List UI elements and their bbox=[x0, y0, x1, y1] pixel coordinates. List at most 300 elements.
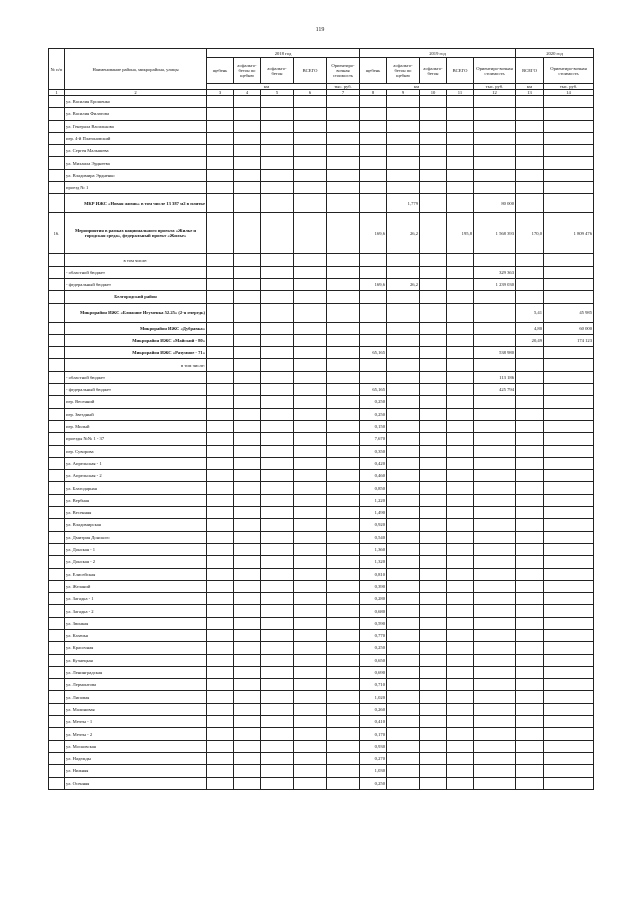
row-cell bbox=[207, 593, 234, 605]
row-cell bbox=[294, 728, 327, 740]
row-cell bbox=[544, 531, 594, 543]
row-cell bbox=[447, 765, 474, 777]
table-row bbox=[49, 213, 594, 254]
row-cell bbox=[516, 617, 544, 629]
row-cell bbox=[207, 642, 234, 654]
row-cell: 1,490 bbox=[360, 507, 387, 519]
row-cell bbox=[387, 507, 420, 519]
row-cell bbox=[261, 617, 294, 629]
column-number: 14 bbox=[544, 90, 594, 96]
row-cell bbox=[474, 420, 516, 432]
row-number bbox=[49, 132, 65, 144]
row-cell bbox=[327, 617, 360, 629]
header-2019-unit-rub: тыс. руб. bbox=[474, 84, 516, 90]
table-row bbox=[49, 433, 594, 445]
row-number bbox=[49, 359, 65, 371]
row-cell bbox=[474, 470, 516, 482]
row-cell bbox=[474, 568, 516, 580]
row-cell bbox=[207, 347, 234, 359]
row-cell bbox=[234, 334, 261, 346]
row-cell bbox=[544, 145, 594, 157]
row-cell: 0,170 bbox=[360, 728, 387, 740]
row-cell bbox=[447, 145, 474, 157]
row-number bbox=[49, 445, 65, 457]
row-cell bbox=[261, 543, 294, 555]
row-cell bbox=[234, 384, 261, 396]
row-cell bbox=[544, 740, 594, 752]
row-cell bbox=[234, 169, 261, 181]
row-name: ул. Дмитрия Донского bbox=[65, 531, 207, 543]
row-cell: 0,920 bbox=[360, 519, 387, 531]
header-2020-unit-rub: тыс. руб. bbox=[544, 84, 594, 90]
row-cell bbox=[420, 145, 447, 157]
row-cell bbox=[420, 654, 447, 666]
row-cell bbox=[420, 213, 447, 254]
row-cell: 1,320 bbox=[360, 556, 387, 568]
row-cell bbox=[234, 322, 261, 334]
row-name: ул. Малиновая bbox=[65, 703, 207, 715]
row-cell bbox=[207, 96, 234, 108]
row-cell bbox=[474, 303, 516, 322]
row-cell bbox=[234, 556, 261, 568]
table-row bbox=[49, 593, 594, 605]
row-cell bbox=[261, 445, 294, 457]
row-name: ул. Осенняя bbox=[65, 777, 207, 789]
row-cell bbox=[261, 359, 294, 371]
row-cell: 7,670 bbox=[360, 433, 387, 445]
row-cell bbox=[387, 470, 420, 482]
row-cell bbox=[261, 182, 294, 194]
row-cell bbox=[360, 266, 387, 278]
row-name: ул. Красочная bbox=[65, 642, 207, 654]
row-cell bbox=[327, 740, 360, 752]
row-cell bbox=[207, 145, 234, 157]
row-cell bbox=[420, 266, 447, 278]
row-cell bbox=[234, 254, 261, 266]
row-cell bbox=[294, 278, 327, 290]
row-cell bbox=[516, 703, 544, 715]
row-cell bbox=[420, 716, 447, 728]
row-cell bbox=[447, 291, 474, 303]
row-cell bbox=[387, 303, 420, 322]
row-cell bbox=[420, 169, 447, 181]
table-row bbox=[49, 679, 594, 691]
row-cell bbox=[516, 384, 544, 396]
row-cell bbox=[261, 322, 294, 334]
row-number bbox=[49, 408, 65, 420]
row-cell bbox=[234, 303, 261, 322]
row-cell bbox=[207, 716, 234, 728]
row-cell bbox=[294, 470, 327, 482]
row-number bbox=[49, 752, 65, 764]
row-number bbox=[49, 384, 65, 396]
row-cell bbox=[447, 182, 474, 194]
row-name: в том числе: bbox=[65, 254, 207, 266]
row-cell bbox=[420, 531, 447, 543]
row-cell bbox=[474, 556, 516, 568]
row-cell bbox=[327, 278, 360, 290]
row-cell bbox=[447, 194, 474, 213]
table-row bbox=[49, 371, 594, 383]
row-cell bbox=[420, 568, 447, 580]
row-number bbox=[49, 728, 65, 740]
row-cell bbox=[360, 359, 387, 371]
row-cell bbox=[544, 568, 594, 580]
row-cell bbox=[474, 728, 516, 740]
row-cell bbox=[447, 371, 474, 383]
row-cell bbox=[474, 642, 516, 654]
row-cell bbox=[447, 482, 474, 494]
row-cell bbox=[207, 371, 234, 383]
row-name: ул. Владимирская bbox=[65, 519, 207, 531]
row-cell: 80 000 bbox=[474, 194, 516, 213]
row-cell bbox=[294, 408, 327, 420]
row-cell bbox=[360, 120, 387, 132]
row-cell: 113 186 bbox=[474, 371, 516, 383]
row-cell bbox=[261, 396, 294, 408]
row-cell bbox=[516, 408, 544, 420]
table-row bbox=[49, 303, 594, 322]
row-cell bbox=[327, 716, 360, 728]
row-name: проезд № 1 bbox=[65, 182, 207, 194]
row-cell bbox=[420, 593, 447, 605]
row-cell bbox=[387, 457, 420, 469]
row-cell bbox=[261, 716, 294, 728]
row-cell bbox=[207, 777, 234, 789]
row-cell bbox=[327, 642, 360, 654]
header-2018-unit-rub: тыс. руб. bbox=[327, 84, 360, 90]
row-cell bbox=[474, 666, 516, 678]
row-cell bbox=[474, 334, 516, 346]
row-cell bbox=[474, 519, 516, 531]
row-cell bbox=[420, 254, 447, 266]
row-cell bbox=[516, 108, 544, 120]
row-cell bbox=[516, 777, 544, 789]
row-cell bbox=[234, 445, 261, 457]
row-cell bbox=[516, 556, 544, 568]
row-cell bbox=[294, 132, 327, 144]
row-cell bbox=[207, 194, 234, 213]
row-cell bbox=[261, 691, 294, 703]
row-cell bbox=[544, 777, 594, 789]
row-cell bbox=[261, 605, 294, 617]
table-row bbox=[49, 145, 594, 157]
row-cell: 0,540 bbox=[360, 531, 387, 543]
row-cell: 174 123 bbox=[544, 334, 594, 346]
table-row bbox=[49, 482, 594, 494]
row-cell bbox=[207, 322, 234, 334]
table-row bbox=[49, 519, 594, 531]
row-cell bbox=[474, 433, 516, 445]
row-cell bbox=[447, 254, 474, 266]
row-cell bbox=[544, 556, 594, 568]
row-number bbox=[49, 266, 65, 278]
row-cell bbox=[327, 679, 360, 691]
row-cell bbox=[294, 457, 327, 469]
row-cell bbox=[387, 182, 420, 194]
row-cell bbox=[474, 716, 516, 728]
row-cell bbox=[544, 642, 594, 654]
row-cell bbox=[234, 654, 261, 666]
row-cell bbox=[516, 531, 544, 543]
row-cell bbox=[234, 728, 261, 740]
row-cell bbox=[294, 371, 327, 383]
row-cell bbox=[294, 580, 327, 592]
row-cell bbox=[327, 482, 360, 494]
row-cell bbox=[294, 543, 327, 555]
row-cell bbox=[261, 433, 294, 445]
row-number: 16. bbox=[49, 213, 65, 254]
row-name: ул. Казачья bbox=[65, 629, 207, 641]
table-row bbox=[49, 457, 594, 469]
row-cell: 0,810 bbox=[360, 568, 387, 580]
row-cell bbox=[420, 752, 447, 764]
row-cell bbox=[544, 96, 594, 108]
row-cell: 4,80 bbox=[516, 322, 544, 334]
row-cell bbox=[234, 132, 261, 144]
row-cell bbox=[294, 507, 327, 519]
row-cell bbox=[234, 482, 261, 494]
row-cell bbox=[207, 291, 234, 303]
row-cell: 1,360 bbox=[360, 543, 387, 555]
row-cell bbox=[327, 145, 360, 157]
row-cell bbox=[327, 691, 360, 703]
row-cell: 0,250 bbox=[360, 777, 387, 789]
table-row bbox=[49, 654, 594, 666]
row-cell bbox=[387, 519, 420, 531]
row-cell bbox=[544, 703, 594, 715]
row-cell bbox=[234, 531, 261, 543]
row-cell bbox=[447, 132, 474, 144]
row-number bbox=[49, 194, 65, 213]
row-cell bbox=[261, 752, 294, 764]
row-cell bbox=[327, 213, 360, 254]
row-cell bbox=[474, 408, 516, 420]
row-cell bbox=[234, 145, 261, 157]
row-cell bbox=[207, 254, 234, 266]
row-number bbox=[49, 457, 65, 469]
row-cell bbox=[261, 132, 294, 144]
column-number: 13 bbox=[516, 90, 544, 96]
row-cell bbox=[360, 108, 387, 120]
row-cell bbox=[447, 120, 474, 132]
row-cell bbox=[234, 617, 261, 629]
row-cell bbox=[474, 703, 516, 715]
row-cell bbox=[420, 728, 447, 740]
row-cell bbox=[516, 347, 544, 359]
row-cell bbox=[420, 359, 447, 371]
header-2020-unit-km: км bbox=[516, 84, 544, 90]
row-cell bbox=[516, 728, 544, 740]
row-cell bbox=[207, 752, 234, 764]
row-cell: 0,680 bbox=[360, 605, 387, 617]
row-cell bbox=[447, 777, 474, 789]
row-cell: 195,8 bbox=[447, 213, 474, 254]
row-cell bbox=[544, 470, 594, 482]
row-cell bbox=[544, 120, 594, 132]
header-year-2018: 2018 год bbox=[207, 49, 360, 58]
row-cell bbox=[261, 556, 294, 568]
header-2019-asphalt-on-gravel: асфальто-бетон по щебню bbox=[387, 58, 420, 84]
row-cell bbox=[327, 169, 360, 181]
row-cell bbox=[474, 169, 516, 181]
table-row bbox=[49, 108, 594, 120]
row-cell bbox=[474, 359, 516, 371]
row-cell bbox=[327, 728, 360, 740]
row-cell bbox=[261, 169, 294, 181]
table-row bbox=[49, 96, 594, 108]
row-cell: 0,390 bbox=[360, 580, 387, 592]
row-cell bbox=[447, 420, 474, 432]
table-row bbox=[49, 531, 594, 543]
row-cell bbox=[387, 740, 420, 752]
table-row bbox=[49, 629, 594, 641]
row-cell bbox=[387, 108, 420, 120]
row-cell bbox=[544, 666, 594, 678]
row-cell bbox=[420, 291, 447, 303]
row-cell bbox=[516, 605, 544, 617]
row-cell bbox=[516, 580, 544, 592]
row-cell bbox=[474, 182, 516, 194]
row-cell bbox=[207, 408, 234, 420]
column-number: 11 bbox=[447, 90, 474, 96]
table-row bbox=[49, 254, 594, 266]
row-cell bbox=[447, 543, 474, 555]
table-row bbox=[49, 132, 594, 144]
row-cell bbox=[327, 654, 360, 666]
row-cell bbox=[387, 433, 420, 445]
header-2018-unit-km: км bbox=[207, 84, 327, 90]
row-cell bbox=[387, 254, 420, 266]
row-cell bbox=[387, 642, 420, 654]
row-cell bbox=[261, 303, 294, 322]
row-cell bbox=[207, 132, 234, 144]
row-cell bbox=[327, 408, 360, 420]
row-cell bbox=[516, 507, 544, 519]
row-cell: 1,220 bbox=[360, 494, 387, 506]
row-cell bbox=[387, 169, 420, 181]
row-cell bbox=[294, 740, 327, 752]
row-name: ул. Липовая bbox=[65, 691, 207, 703]
row-name: - областной бюджет bbox=[65, 371, 207, 383]
row-cell bbox=[261, 145, 294, 157]
row-cell bbox=[207, 120, 234, 132]
row-cell bbox=[294, 396, 327, 408]
row-cell bbox=[294, 703, 327, 715]
row-cell bbox=[474, 580, 516, 592]
row-cell bbox=[516, 654, 544, 666]
row-cell bbox=[294, 777, 327, 789]
row-cell bbox=[234, 593, 261, 605]
row-cell bbox=[544, 384, 594, 396]
row-cell bbox=[516, 359, 544, 371]
row-cell: 0,710 bbox=[360, 679, 387, 691]
row-cell bbox=[294, 291, 327, 303]
row-cell bbox=[387, 531, 420, 543]
table-row bbox=[49, 580, 594, 592]
row-name: Микрорайон ИЖС «Ближние Игуменка 52.25» (2-я очередь) bbox=[65, 303, 207, 322]
row-cell bbox=[474, 777, 516, 789]
row-cell bbox=[516, 470, 544, 482]
row-cell bbox=[261, 157, 294, 169]
row-cell bbox=[294, 531, 327, 543]
row-name: Микрорайон ИЖС «Дубравка» bbox=[65, 322, 207, 334]
row-cell bbox=[474, 752, 516, 764]
row-cell bbox=[474, 457, 516, 469]
row-cell bbox=[387, 494, 420, 506]
row-cell bbox=[360, 194, 387, 213]
row-cell bbox=[207, 384, 234, 396]
row-cell: 45 985 bbox=[544, 303, 594, 322]
row-cell bbox=[207, 703, 234, 715]
row-name: пер. Суворова bbox=[65, 445, 207, 457]
row-cell bbox=[207, 182, 234, 194]
table-row bbox=[49, 408, 594, 420]
row-cell bbox=[387, 420, 420, 432]
row-number bbox=[49, 593, 65, 605]
row-cell bbox=[327, 396, 360, 408]
row-cell bbox=[207, 568, 234, 580]
row-cell bbox=[474, 691, 516, 703]
row-cell bbox=[360, 322, 387, 334]
row-cell bbox=[447, 752, 474, 764]
row-cell: 0,250 bbox=[360, 396, 387, 408]
table-row bbox=[49, 765, 594, 777]
table-body bbox=[49, 96, 594, 790]
row-cell bbox=[544, 108, 594, 120]
row-cell bbox=[474, 445, 516, 457]
row-cell bbox=[294, 120, 327, 132]
row-cell bbox=[387, 728, 420, 740]
row-name: - областной бюджет bbox=[65, 266, 207, 278]
row-cell bbox=[261, 384, 294, 396]
row-cell bbox=[294, 605, 327, 617]
row-cell bbox=[234, 96, 261, 108]
row-cell bbox=[234, 519, 261, 531]
row-cell bbox=[474, 132, 516, 144]
row-name: ул. Московская bbox=[65, 740, 207, 752]
row-cell bbox=[474, 605, 516, 617]
row-cell: 0,690 bbox=[360, 666, 387, 678]
row-cell bbox=[516, 266, 544, 278]
row-number bbox=[49, 629, 65, 641]
row-cell bbox=[294, 254, 327, 266]
row-cell bbox=[474, 740, 516, 752]
row-cell bbox=[544, 580, 594, 592]
row-cell bbox=[420, 420, 447, 432]
row-cell bbox=[516, 666, 544, 678]
row-cell bbox=[420, 777, 447, 789]
row-cell bbox=[294, 157, 327, 169]
row-cell bbox=[474, 396, 516, 408]
row-cell bbox=[447, 531, 474, 543]
row-cell bbox=[294, 556, 327, 568]
row-cell bbox=[387, 556, 420, 568]
row-cell bbox=[327, 593, 360, 605]
row-number bbox=[49, 396, 65, 408]
row-cell bbox=[207, 445, 234, 457]
row-cell bbox=[327, 666, 360, 678]
row-cell bbox=[261, 777, 294, 789]
table-row bbox=[49, 568, 594, 580]
page-number: 119 bbox=[315, 27, 325, 33]
row-cell bbox=[327, 254, 360, 266]
row-cell bbox=[234, 120, 261, 132]
row-cell bbox=[420, 108, 447, 120]
row-cell bbox=[261, 120, 294, 132]
row-cell bbox=[420, 543, 447, 555]
row-name: ул. Загадка - 1 bbox=[65, 593, 207, 605]
